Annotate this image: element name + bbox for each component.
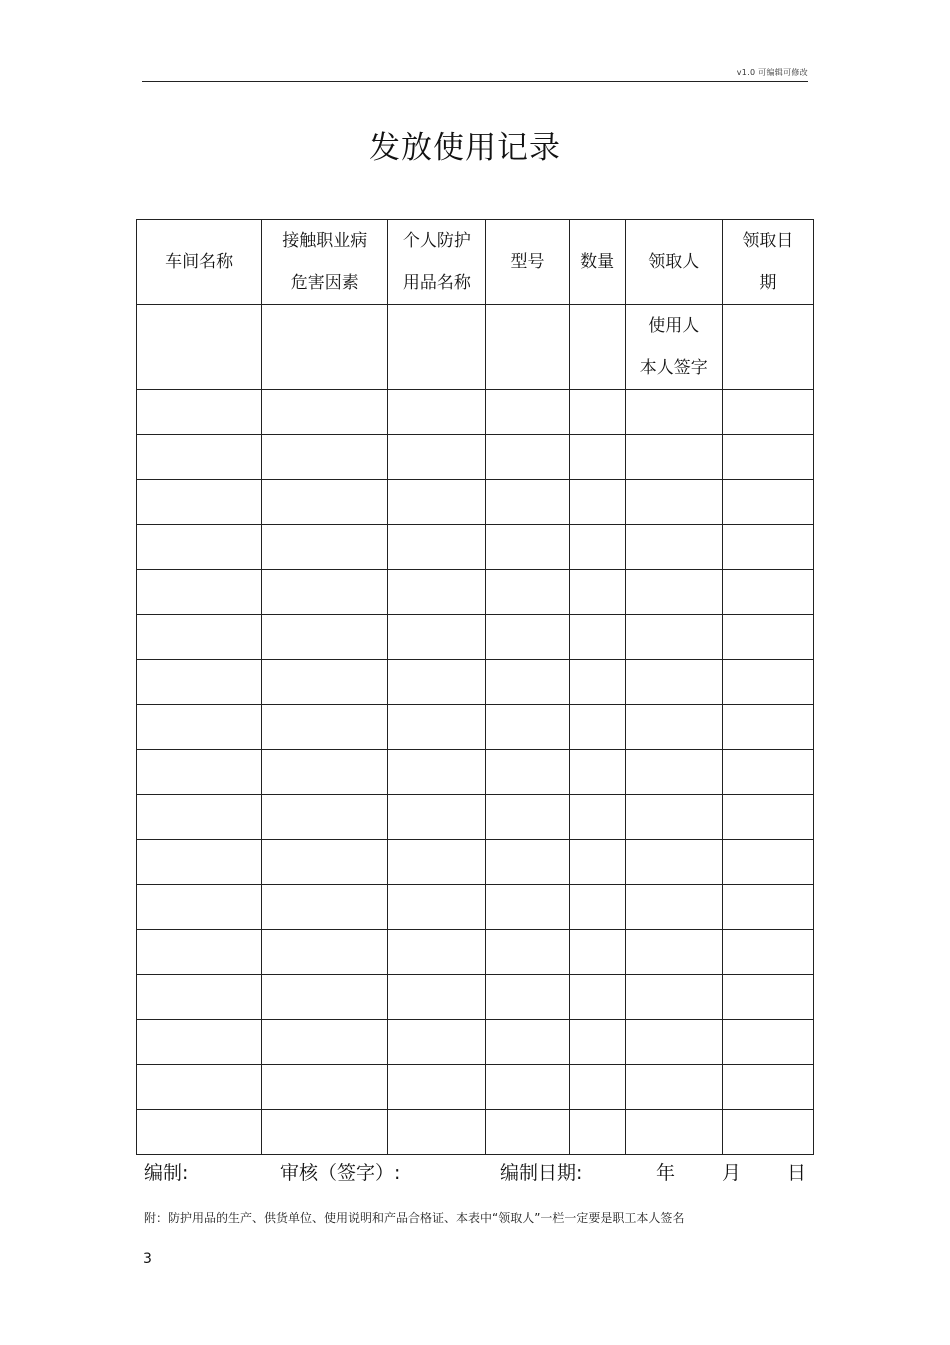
table-row <box>137 885 814 930</box>
table-cell[interactable] <box>625 525 722 570</box>
table-cell[interactable] <box>722 705 813 750</box>
table-cell[interactable] <box>486 885 569 930</box>
table-row <box>137 570 814 615</box>
table-cell[interactable] <box>722 795 813 840</box>
header-rule <box>142 81 808 82</box>
header-text: 期 <box>759 273 777 293</box>
table-cell[interactable] <box>262 570 388 615</box>
table-cell[interactable] <box>486 305 569 390</box>
table-cell[interactable] <box>569 305 625 390</box>
table-cell[interactable] <box>388 615 486 660</box>
table-cell[interactable] <box>137 795 262 840</box>
table-cell[interactable] <box>722 615 813 660</box>
table-cell[interactable] <box>137 480 262 525</box>
table-cell[interactable] <box>625 1065 722 1110</box>
table-cell[interactable] <box>486 750 569 795</box>
table-cell[interactable] <box>569 1110 625 1155</box>
table-cell[interactable] <box>262 885 388 930</box>
header-version: v1.0 可编辑可修改 <box>736 68 808 77</box>
header-text: 危害因素 <box>290 273 359 293</box>
table-cell[interactable] <box>137 525 262 570</box>
table-cell[interactable] <box>388 975 486 1020</box>
table-cell[interactable] <box>137 1110 262 1155</box>
table-cell[interactable] <box>137 435 262 480</box>
table-cell[interactable] <box>722 390 813 435</box>
table-cell[interactable] <box>569 750 625 795</box>
table-cell[interactable] <box>486 1110 569 1155</box>
header-cell-quantity <box>569 220 625 305</box>
table-row <box>137 795 814 840</box>
table-cell[interactable] <box>569 705 625 750</box>
table-cell[interactable] <box>137 1065 262 1110</box>
table-cell[interactable] <box>486 525 569 570</box>
table-cell[interactable] <box>625 885 722 930</box>
table-cell[interactable] <box>625 390 722 435</box>
table-row <box>137 975 814 1020</box>
table-cell[interactable] <box>569 660 625 705</box>
table-cell[interactable] <box>137 750 262 795</box>
table-cell[interactable] <box>388 930 486 975</box>
table-cell[interactable] <box>625 435 722 480</box>
table-cell[interactable] <box>137 1020 262 1065</box>
table-cell[interactable] <box>569 615 625 660</box>
table-cell[interactable] <box>137 660 262 705</box>
table-cell[interactable] <box>486 975 569 1020</box>
table-row <box>137 930 814 975</box>
header-text: 个人防护 <box>402 231 471 251</box>
footnote: 附：防护用品的生产、供货单位、使用说明和产品合格证、本表中“领取人”一栏一定要是职工本人签名 <box>144 1211 685 1225</box>
table-cell[interactable] <box>722 750 813 795</box>
table-cell[interactable] <box>137 305 262 390</box>
table-cell[interactable] <box>388 885 486 930</box>
header-text: 用品名称 <box>402 273 471 293</box>
table-cell[interactable] <box>262 305 388 390</box>
table-cell[interactable] <box>388 480 486 525</box>
record-table <box>136 219 814 1155</box>
table-row <box>137 1065 814 1110</box>
table-cell[interactable] <box>262 435 388 480</box>
table-cell[interactable] <box>388 570 486 615</box>
table-cell[interactable] <box>486 705 569 750</box>
table-cell[interactable] <box>388 1020 486 1065</box>
table-cell[interactable] <box>569 840 625 885</box>
table-cell[interactable] <box>137 615 262 660</box>
table-cell[interactable] <box>569 435 625 480</box>
table-cell[interactable] <box>262 660 388 705</box>
table-cell[interactable] <box>262 795 388 840</box>
table-cell[interactable] <box>625 750 722 795</box>
table-cell[interactable] <box>722 1110 813 1155</box>
table-cell[interactable] <box>625 570 722 615</box>
table-cell[interactable] <box>388 435 486 480</box>
table-cell[interactable] <box>262 1110 388 1155</box>
table-cell[interactable] <box>262 1065 388 1110</box>
header-cell-workshop <box>137 220 262 305</box>
compile-date-label: 编制日期: <box>500 1162 583 1184</box>
table-cell[interactable] <box>486 570 569 615</box>
table-cell[interactable] <box>625 1020 722 1065</box>
compiled-by-label: 编制: <box>144 1162 189 1184</box>
table-cell[interactable] <box>722 480 813 525</box>
table-cell[interactable] <box>262 750 388 795</box>
table-cell[interactable] <box>486 435 569 480</box>
table-cell[interactable] <box>625 795 722 840</box>
header-cell-recipient <box>625 220 722 305</box>
header-cell-model <box>486 220 569 305</box>
table-cell[interactable] <box>486 660 569 705</box>
table-cell[interactable] <box>722 840 813 885</box>
table-cell[interactable] <box>569 930 625 975</box>
table-cell[interactable] <box>569 1020 625 1065</box>
table-cell[interactable] <box>625 660 722 705</box>
header-cell-ppe-name <box>388 220 486 305</box>
table-cell[interactable] <box>388 705 486 750</box>
table-cell[interactable] <box>388 1065 486 1110</box>
table-cell[interactable] <box>137 975 262 1020</box>
table-cell[interactable] <box>625 1110 722 1155</box>
page-number: 3 <box>143 1251 152 1267</box>
day-label: 日 <box>787 1162 807 1184</box>
table-cell[interactable] <box>262 975 388 1020</box>
table-cell[interactable] <box>625 975 722 1020</box>
table-cell[interactable] <box>137 570 262 615</box>
table-cell[interactable] <box>722 305 813 390</box>
table-cell[interactable] <box>137 390 262 435</box>
table-cell[interactable] <box>569 480 625 525</box>
table-subheader-row <box>137 305 814 390</box>
header-text: 使用人 <box>648 316 700 336</box>
table-cell[interactable] <box>486 1020 569 1065</box>
header-text: 车间名称 <box>165 252 234 272</box>
table-row <box>137 435 814 480</box>
table-cell[interactable] <box>486 1065 569 1110</box>
table-cell[interactable] <box>722 570 813 615</box>
table-cell[interactable] <box>625 705 722 750</box>
table-row <box>137 390 814 435</box>
table-cell[interactable] <box>486 840 569 885</box>
table-cell[interactable] <box>569 975 625 1020</box>
table-cell[interactable] <box>722 660 813 705</box>
signature-line <box>144 1158 808 1186</box>
table-row <box>137 1110 814 1155</box>
table-cell[interactable] <box>137 705 262 750</box>
table-row <box>137 525 814 570</box>
table-cell[interactable] <box>569 795 625 840</box>
table-cell[interactable] <box>388 390 486 435</box>
table-cell[interactable] <box>569 525 625 570</box>
table-cell[interactable] <box>388 840 486 885</box>
table-row <box>137 615 814 660</box>
table-cell[interactable] <box>722 885 813 930</box>
table-cell[interactable] <box>262 390 388 435</box>
year-label: 年 <box>656 1162 676 1184</box>
table-header-row <box>137 220 814 305</box>
header-text: 本人签字 <box>639 358 708 378</box>
table-row <box>137 1020 814 1065</box>
reviewed-by-label: 审核（签字）: <box>280 1162 401 1184</box>
table-cell[interactable] <box>722 1020 813 1065</box>
table-row <box>137 480 814 525</box>
table-cell[interactable] <box>388 1110 486 1155</box>
table-cell[interactable] <box>722 525 813 570</box>
header-text: 接触职业病 <box>282 231 368 251</box>
table-cell[interactable] <box>569 885 625 930</box>
table-cell[interactable] <box>262 525 388 570</box>
table-row <box>137 750 814 795</box>
table-cell[interactable] <box>625 930 722 975</box>
table-cell[interactable] <box>262 705 388 750</box>
table-cell[interactable] <box>388 795 486 840</box>
table-row <box>137 705 814 750</box>
table-cell[interactable] <box>137 930 262 975</box>
table-cell[interactable] <box>262 615 388 660</box>
table-cell[interactable] <box>137 885 262 930</box>
table-cell[interactable] <box>486 480 569 525</box>
table-cell[interactable] <box>486 615 569 660</box>
table-cell[interactable] <box>722 1065 813 1110</box>
table-cell[interactable] <box>486 795 569 840</box>
table-cell[interactable] <box>388 525 486 570</box>
table-cell[interactable] <box>722 930 813 975</box>
header-cell-date <box>722 220 813 305</box>
table-cell[interactable] <box>569 1065 625 1110</box>
table-cell[interactable] <box>569 570 625 615</box>
table-cell[interactable] <box>722 975 813 1020</box>
header-text: 数量 <box>580 252 615 272</box>
table-row <box>137 840 814 885</box>
table-cell[interactable] <box>388 305 486 390</box>
header-cell-user-signature <box>625 305 722 390</box>
table-cell[interactable] <box>569 390 625 435</box>
table-cell[interactable] <box>388 750 486 795</box>
table-row <box>137 660 814 705</box>
table-cell[interactable] <box>262 930 388 975</box>
table-cell[interactable] <box>625 615 722 660</box>
header-text: 领取人 <box>648 252 700 272</box>
table-cell[interactable] <box>388 660 486 705</box>
header-cell-hazard <box>262 220 388 305</box>
page-title: 发放使用记录 <box>369 130 561 166</box>
month-label: 月 <box>722 1162 742 1184</box>
table-cell[interactable] <box>262 840 388 885</box>
table-cell[interactable] <box>262 1020 388 1065</box>
table-cell[interactable] <box>137 840 262 885</box>
table-cell[interactable] <box>486 930 569 975</box>
table-cell[interactable] <box>486 390 569 435</box>
header-text: 型号 <box>510 252 545 272</box>
table-cell[interactable] <box>625 840 722 885</box>
header-text: 领取日 <box>742 231 794 251</box>
table-cell[interactable] <box>262 480 388 525</box>
table-cell[interactable] <box>625 480 722 525</box>
table-cell[interactable] <box>722 435 813 480</box>
